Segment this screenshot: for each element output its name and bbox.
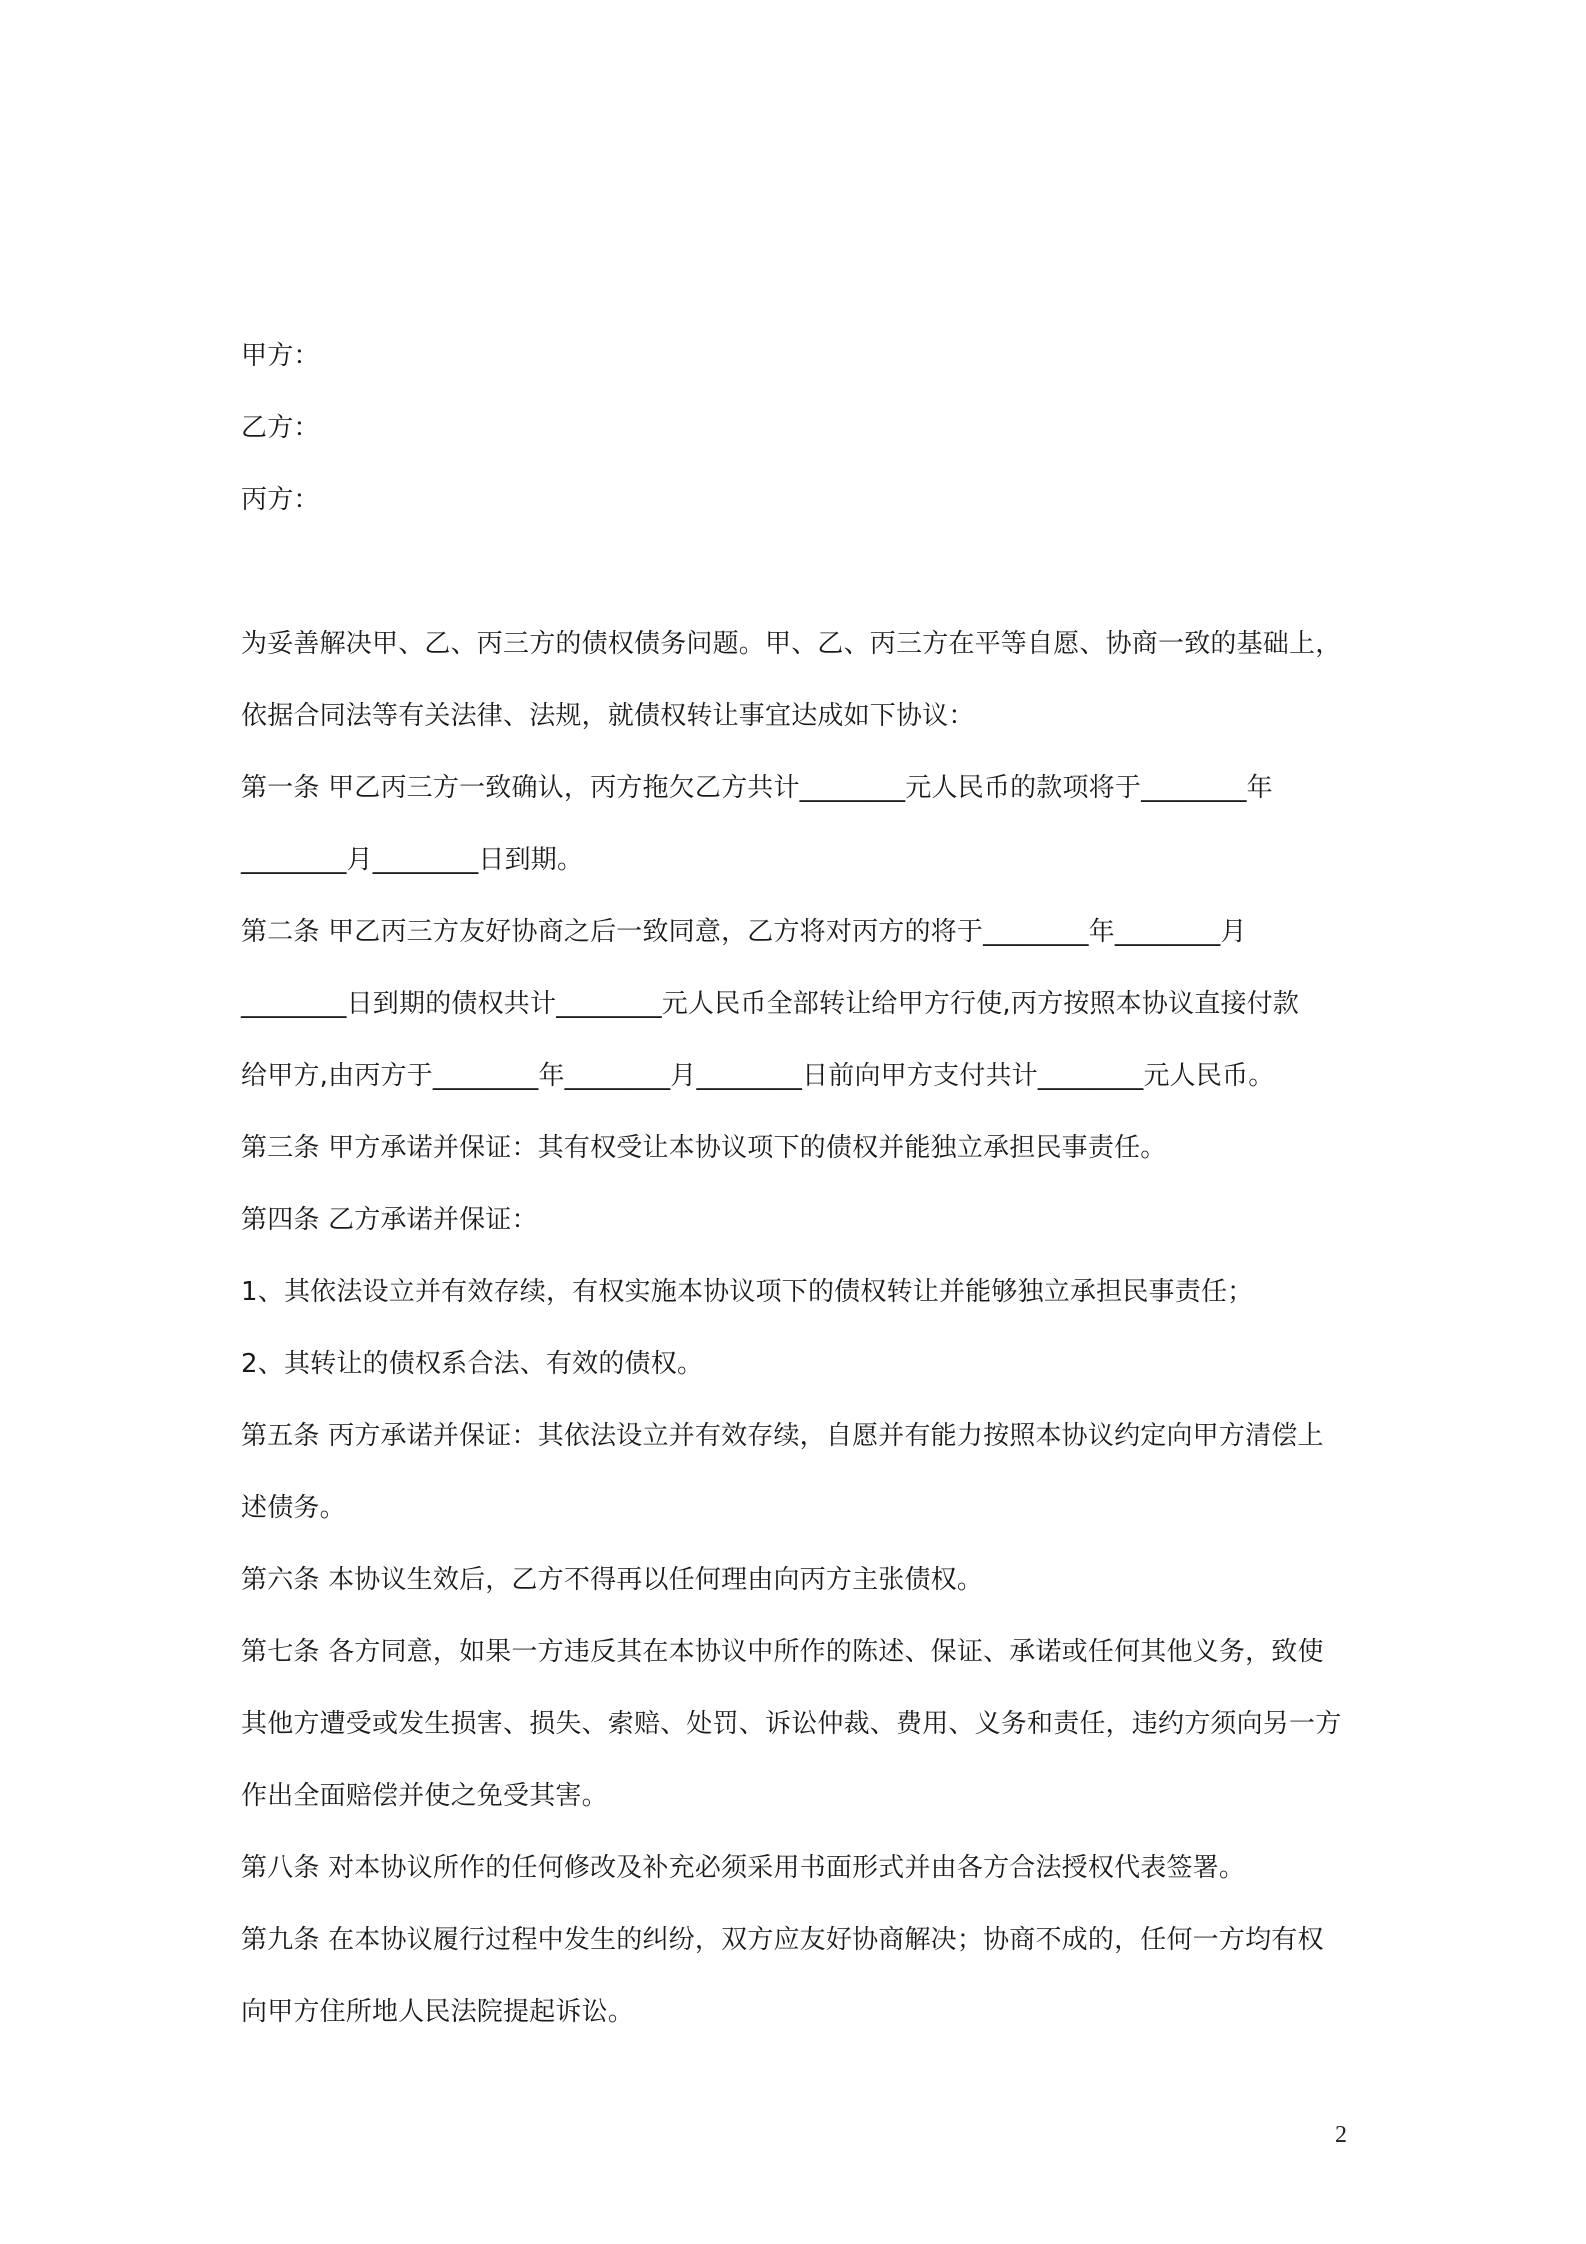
clause-2-line: 第二条 甲乙丙三方友好协商之后一致同意，乙方将对丙方的将于________年________月 — [241, 917, 1247, 947]
clause-9-line: 向甲方住所地人民法院提起诉讼。 — [241, 1997, 635, 2027]
clause-1-line: 第一条 甲乙丙三方一致确认，丙方拖欠乙方共计________元人民币的款项将于________年 — [241, 773, 1273, 803]
clause-8-line: 第八条 对本协议所作的任何修改及补充必须采用书面形式并由各方合法授权代表签署。 — [241, 1853, 1246, 1883]
clause-7-line: 第七条 各方同意，如果一方违反其在本协议中所作的陈述、保证、承诺或任何其他义务，致使 — [241, 1637, 1324, 1667]
page-number: 2 — [1335, 2122, 1347, 2148]
clause-7-line: 作出全面赔偿并使之免受其害。 — [241, 1781, 608, 1811]
clause-4-item-1: 1、其依法设立并有效存续，有权实施本协议项下的债权转让并能够独立承担民事责任； — [241, 1277, 1254, 1307]
clause-2-line: 给甲方,由丙方于________年________月________日前向甲方支付共计________元人民币。 — [241, 1061, 1275, 1091]
paragraph-line: 为妥善解决甲、乙、丙三方的债权债务问题。甲、乙、丙三方在平等自愿、协商一致的基础上， — [241, 629, 1342, 659]
clause-2-line: ________日到期的债权共计________元人民币全部转让给甲方行使,丙方按照本协议直接付款 — [241, 989, 1300, 1019]
clause-7-line: 其他方遭受或发生损害、损失、索赔、处罚、诉讼仲裁、费用、义务和责任，违约方须向另一方 — [241, 1709, 1342, 1739]
clause-9-line: 第九条 在本协议履行过程中发生的纠纷，双方应友好协商解决；协商不成的，任何一方均有权 — [241, 1925, 1324, 1955]
clause-5-line: 述债务。 — [241, 1493, 346, 1523]
clause-4-item-2: 2、其转让的债权系合法、有效的债权。 — [241, 1349, 704, 1379]
agreement-body — [241, 338, 1361, 2066]
paragraph-line: 依据合同法等有关法律、法规，就债权转让事宜达成如下协议： — [241, 701, 975, 731]
clause-1-line: ________月________日到期。 — [241, 845, 584, 875]
section-spacer — [241, 554, 1361, 626]
clause-5-line: 第五条 丙方承诺并保证：其依法设立并有效存续，自愿并有能力按照本协议约定向甲方清偿上 — [241, 1421, 1324, 1451]
party-b-label: 乙方： — [241, 413, 320, 443]
party-c-label: 丙方： — [241, 485, 320, 515]
clause-4-line: 第四条 乙方承诺并保证： — [241, 1205, 538, 1235]
clause-6-line: 第六条 本协议生效后，乙方不得再以任何理由向丙方主张债权。 — [241, 1565, 984, 1595]
party-a-label: 甲方： — [241, 341, 320, 371]
clause-3-line: 第三条 甲方承诺并保证：其有权受让本协议项下的债权并能独立承担民事责任。 — [241, 1133, 1167, 1163]
